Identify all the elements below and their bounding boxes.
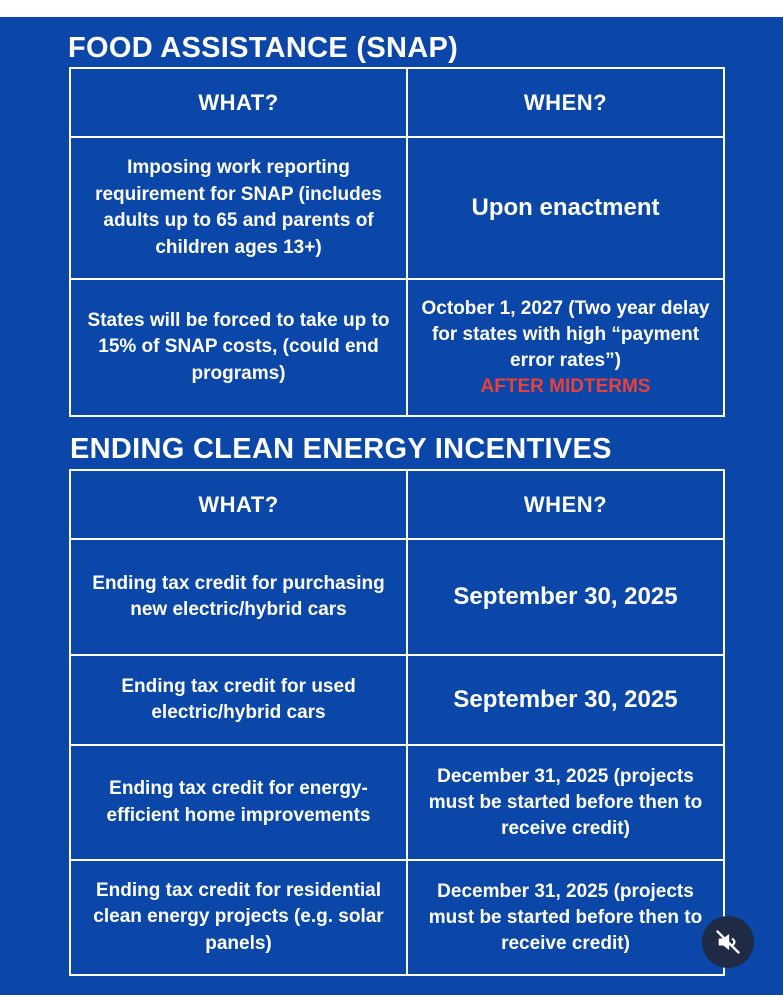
energy-table xyxy=(69,469,725,976)
snap-row-2 xyxy=(70,279,724,416)
speaker-muted-icon xyxy=(714,928,742,956)
energy-row-1-when: September 30, 2025 xyxy=(407,539,724,655)
energy-section-title: ENDING CLEAN ENERGY INCENTIVES xyxy=(70,433,612,465)
snap-row-1-when: Upon enactment xyxy=(407,137,724,279)
snap-header-what: WHAT? xyxy=(70,68,407,137)
snap-row-2-what: States will be forced to take up to 15% of SNAP costs, (could end programs) xyxy=(70,279,407,416)
mute-button[interactable] xyxy=(702,916,754,968)
after-midterms-note: AFTER MIDTERMS xyxy=(480,375,651,397)
energy-row-1 xyxy=(70,539,724,655)
energy-header-what: WHAT? xyxy=(70,470,407,539)
snap-row-2-when: October 1, 2027 (Two year delay for states with high “payment error rates”) xyxy=(421,297,710,371)
snap-section-title: FOOD ASSISTANCE (SNAP) xyxy=(68,32,459,64)
energy-row-1-what: Ending tax credit for purchasing new electric/hybrid cars xyxy=(70,539,407,655)
snap-row-1-what: Imposing work reporting requirement for SNAP (includes adults up to 65 and parents of children ages 13+) xyxy=(70,137,407,279)
snap-row-2-when-cell xyxy=(407,279,724,416)
energy-row-2-when: September 30, 2025 xyxy=(407,655,724,745)
energy-row-3-what: Ending tax credit for energy-efficient home improvements xyxy=(70,745,407,860)
poster xyxy=(0,17,783,995)
snap-header-when: WHEN? xyxy=(407,68,724,137)
energy-row-4-when: December 31, 2025 (projects must be started before then to receive credit) xyxy=(407,860,724,975)
energy-row-4-what: Ending tax credit for residential clean energy projects (e.g. solar panels) xyxy=(70,860,407,975)
energy-row-3-when: December 31, 2025 (projects must be started before then to receive credit) xyxy=(407,745,724,860)
energy-row-2 xyxy=(70,655,724,745)
energy-row-3 xyxy=(70,745,724,860)
energy-header-row xyxy=(70,470,724,539)
energy-row-4 xyxy=(70,860,724,975)
energy-header-when: WHEN? xyxy=(407,470,724,539)
energy-row-2-what: Ending tax credit for used electric/hybrid cars xyxy=(70,655,407,745)
snap-table xyxy=(69,67,725,417)
snap-header-row xyxy=(70,68,724,137)
snap-row-1 xyxy=(70,137,724,279)
